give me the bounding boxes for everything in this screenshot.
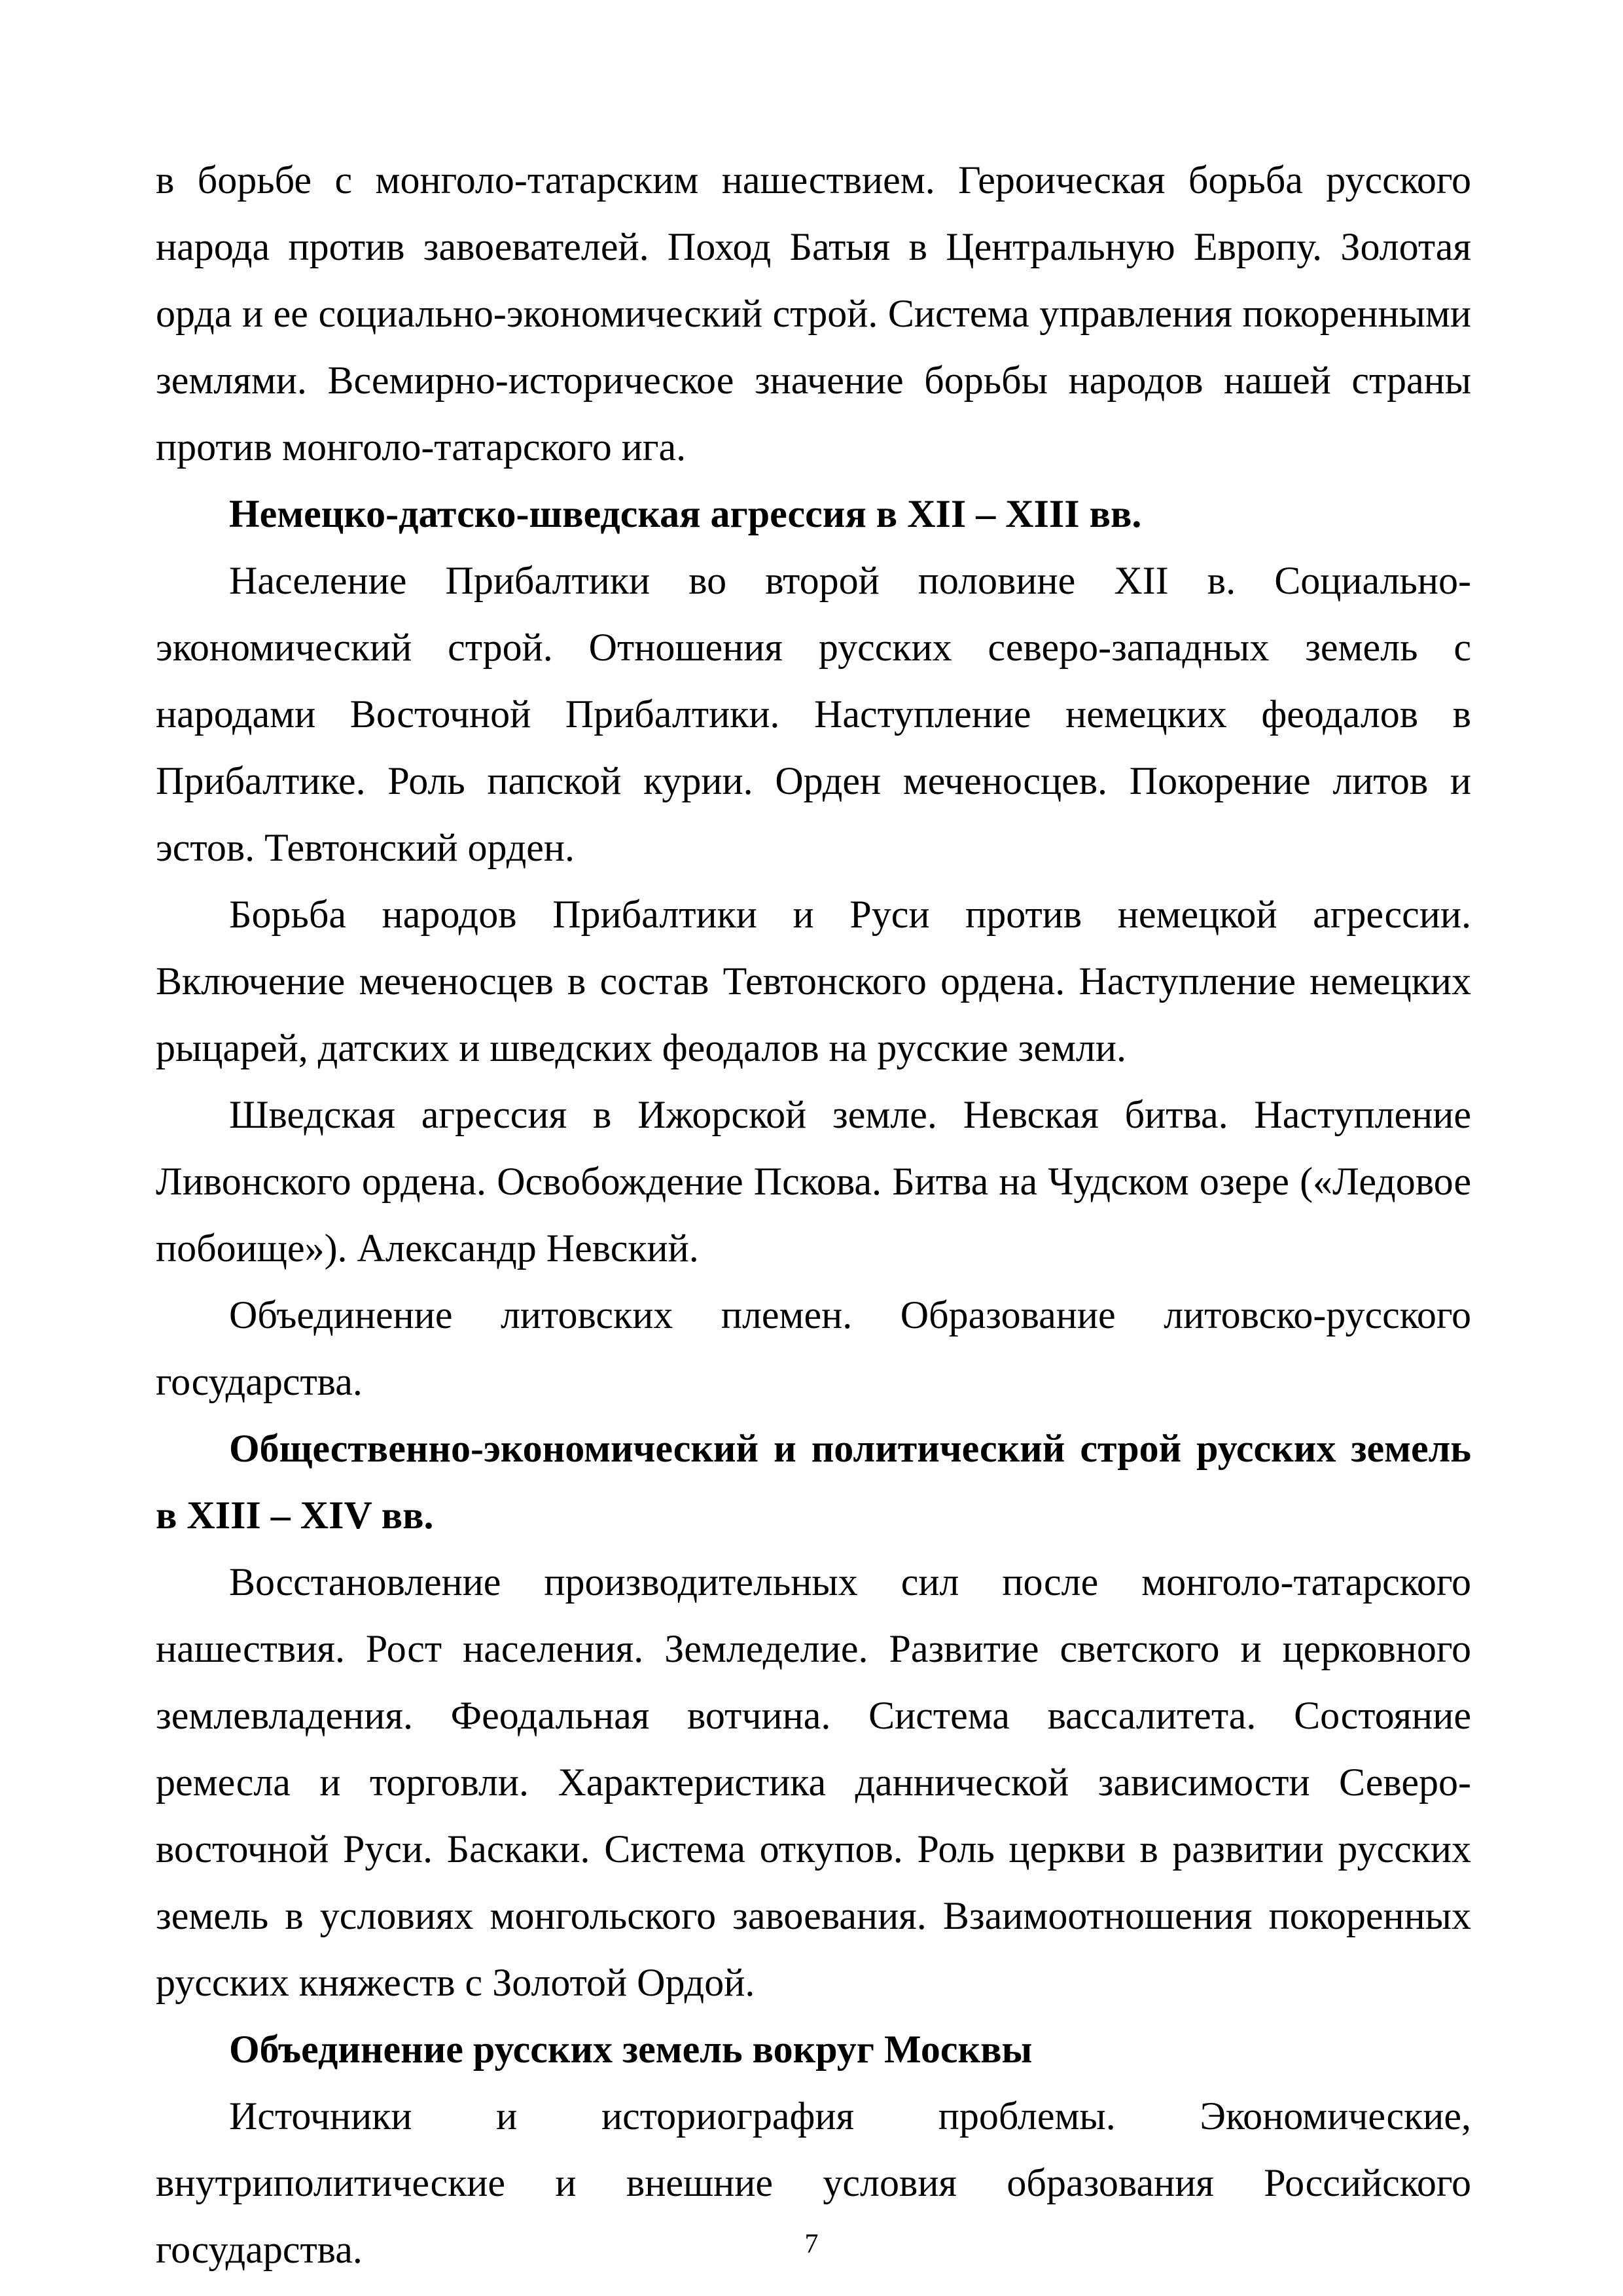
section-heading-unification-around-moscow: Объединение русских земель вокруг Москвы: [229, 2028, 1033, 2071]
paragraph: Объединение литовских племен. Образование литовско-русского государства.: [156, 1293, 1471, 1403]
page-number: 7: [804, 2229, 819, 2259]
paragraph: Шведская агрессия в Ижорской земле. Невская битва. Наступление Ливонского ордена. Освобождение Пскова. Битва на Чудском озере («Ледовое побоище»). Александр Невский.: [156, 1093, 1471, 1270]
paragraph: Население Прибалтики во второй половине XII в. Социально-экономический строй. Отношения русских северо-западных земель с народами Восточной Прибалтики. Наступление немецких феодалов в Прибалтике. Роль папской курии. Орден меченосцев. Покорение литов и эстов. Тевтонский орден.: [156, 559, 1471, 869]
section-heading-german-danish-swedish-aggression: Немецко-датско-шведская агрессия в XII – XIII вв.: [229, 492, 1142, 535]
paragraph-continuation: в борьбе с монголо-татарским нашествием. Героическая борьба русского народа против завоевателей. Поход Батыя в Центральную Европу. Золотая орда и ее социально-экономический строй. Система управления покоренными землями. Всемирно-историческое значение борьбы народов нашей страны против монголо-татарского ига.: [156, 158, 1471, 469]
paragraph: Источники и историография проблемы. Экономические, внутриполитические и внешние условия образования Российского государства.: [156, 2094, 1471, 2271]
section-heading-socioeconomic-political-system: Общественно-экономический и политический строй русских земель в XIII – XIV вв.: [156, 1427, 1471, 1537]
paragraph: Восстановление производительных сил после монголо-татарского нашествия. Рост населения. Земледелие. Развитие светского и церковного землевладения. Феодальная вотчина. Система вассалитета. Состояние ремесла и торговли. Характеристика даннической зависимости Северо-восточной Руси. Баскаки. Система откупов. Роль церкви в развитии русских земель в условиях монгольского завоевания. Взаимоотношения покоренных русских княжеств с Золотой Ордой.: [156, 1560, 1471, 2004]
paragraph: Борьба народов Прибалтики и Руси против немецкой агрессии. Включение меченосцев в состав Тевтонского ордена. Наступление немецких рыцарей, датских и шведских феодалов на русские земли.: [156, 893, 1471, 1069]
